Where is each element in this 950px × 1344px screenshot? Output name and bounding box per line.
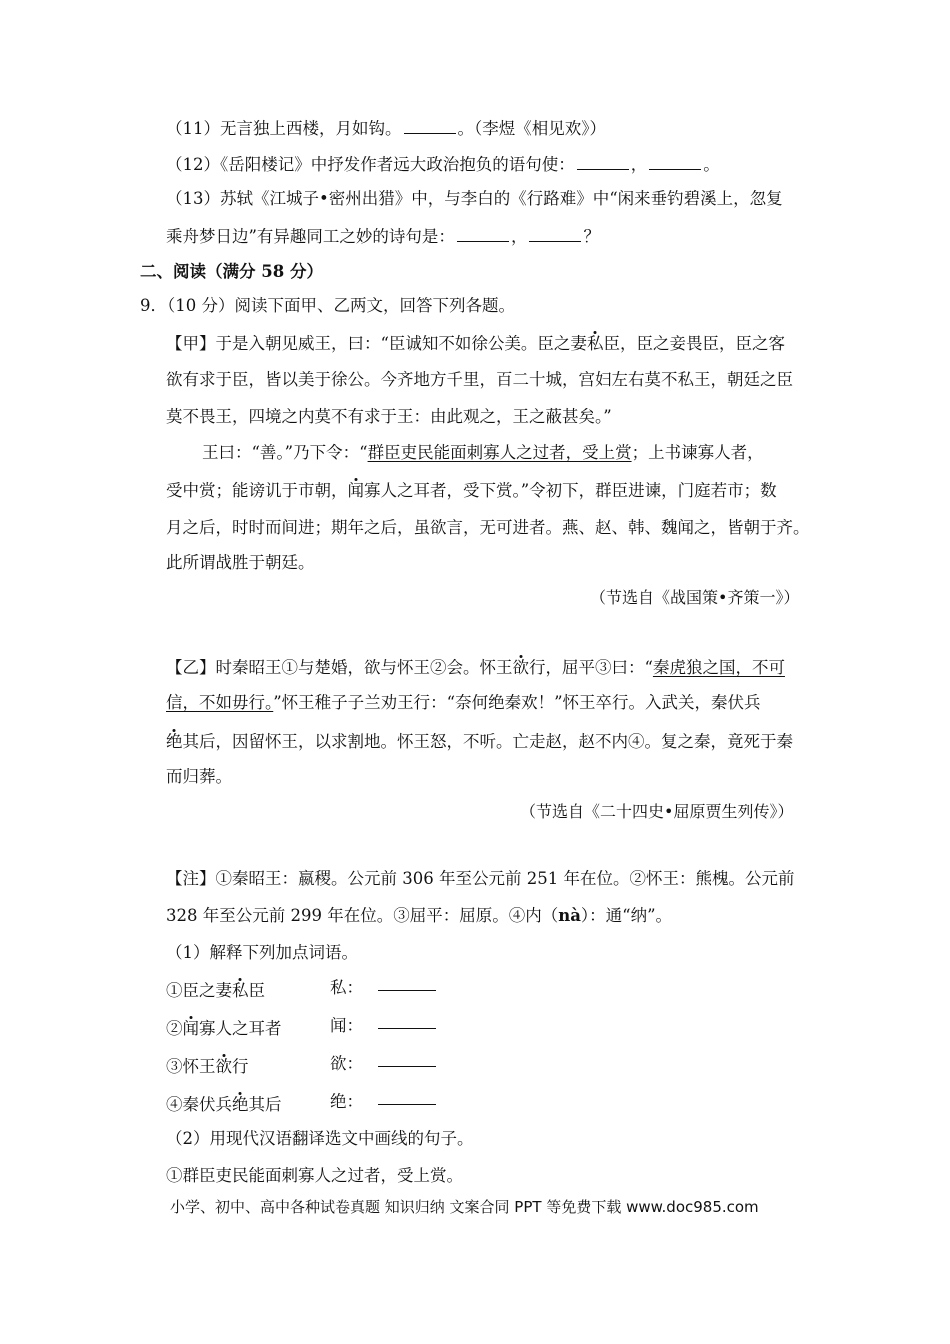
passage-jia-line-4: 王曰：“善。”乃下令：“群臣吏民能面刺寡人之过者，受上赏；上书谏寡人者，	[202, 443, 764, 462]
question-11: （11）无言独上西楼，月如钩。 。（李煜《相见欢》）	[166, 119, 606, 138]
answer-line[interactable]	[378, 1066, 436, 1067]
vocab-item-4: ④秦伏兵绝其后	[166, 1095, 282, 1114]
footer-banner: 小学、初中、高中各种试卷真题 知识归纳 文案合同 PPT 等免费下载 www.doc985.com	[170, 1198, 759, 1216]
passage-jia-line-5: 受中赏；能谤讥于市朝，闻寡人之耳者，受下赏。”令初下，群臣进谏，门庭若市；数	[166, 481, 777, 500]
vocab-item-1: ①臣之妻私臣	[166, 981, 265, 1000]
passage-jia-line-1: 【甲】于是入朝见威王，曰：“臣诚知不如徐公美。臣之妻私臣，臣之妾畏臣，臣之客	[166, 334, 785, 353]
vocab-item-2: ②闻寡人之耳者	[166, 1019, 282, 1038]
question-13-line-2: 乘舟梦日边”有异趣同工之妙的诗句是： ， ？	[166, 227, 600, 246]
sub-question-1-title: （1）解释下列加点词语。	[166, 943, 358, 962]
vocab-word-4: 绝：	[330, 1092, 363, 1111]
answer-line[interactable]	[378, 1028, 436, 1029]
underlined-sentence: 群臣吏民能面刺寡人之过者，受上赏	[367, 443, 632, 462]
vocab-item-3: ③怀王欲行	[166, 1057, 249, 1076]
vocab-word-1: 私：	[330, 978, 363, 997]
underlined-sentence: 信，不如毋行。	[166, 693, 274, 712]
answer-blank[interactable]	[529, 227, 581, 242]
passage-jia-line-7: 此所谓战胜于朝廷。	[166, 553, 315, 572]
answer-blank[interactable]	[649, 155, 701, 170]
answer-blank[interactable]	[404, 119, 456, 134]
dotted-word: 私	[586, 334, 604, 353]
passage-yi-line-4: 而归葬。	[166, 767, 232, 786]
vocab-word-2: 闻：	[330, 1016, 363, 1035]
question-9-head: 9．（10 分）阅读下面甲、乙两文，回答下列各题。	[140, 296, 515, 315]
passage-jia-line-3: 莫不畏王，四境之内莫不有求于王：由此观之，王之蔽甚矣。”	[166, 407, 612, 426]
passage-jia-line-6: 月之后，时时而间进；期年之后，虽欲言，无可进者。燕、赵、韩、魏闻之，皆朝于齐。	[166, 518, 810, 537]
passage-yi-line-1: 【乙】时秦昭王①与楚婚，欲与怀王②会。怀王欲行，屈平③曰：“秦虎狼之国，不可	[166, 658, 785, 677]
passage-yi-source: （节选自《二十四史•屈原贾生列传》）	[520, 802, 794, 821]
answer-line[interactable]	[378, 1104, 436, 1105]
question-13-line-1: （13）苏轼《江城子•密州出猎》中，与李白的《行路难》中“闲来垂钓碧溪上，忽复	[166, 189, 783, 208]
section-2-title: 二、阅读（满分 58 分）	[140, 262, 323, 281]
dotted-word: 欲	[512, 658, 529, 677]
passage-yi-line-2: 信，不如毋行。”怀王稚子子兰劝王行：“奈何绝秦欢！”怀王卒行。入武关，秦伏兵	[166, 693, 761, 712]
dotted-word: 欲	[215, 1057, 232, 1076]
note-line-2: 328 年至公元前 299 年在位。③屈平：屈原。④内（nà）：通“纳”。	[166, 906, 673, 925]
vocab-word-3: 欲：	[330, 1054, 363, 1073]
passage-yi-line-3: 绝其后，因留怀王，以求割地。怀王怒，不听。亡走赵，赵不内④。复之秦，竟死于秦	[166, 732, 793, 751]
dotted-word: 绝	[232, 1095, 249, 1114]
dotted-word: 私	[232, 981, 249, 1000]
dotted-word: 闻	[347, 481, 364, 500]
question-12: （12）《岳阳楼记》中抒发作者远大政治抱负的语句使： ， 。	[166, 155, 720, 174]
answer-line[interactable]	[378, 990, 436, 991]
dotted-word: 闻	[182, 1019, 199, 1038]
underlined-sentence: 秦虎狼之国，不可	[652, 658, 785, 677]
answer-blank[interactable]	[457, 227, 509, 242]
translation-item-1: ①群臣吏民能面刺寡人之过者，受上赏。	[166, 1166, 463, 1185]
sub-question-2-title: （2）用现代汉语翻译选文中画线的句子。	[166, 1129, 474, 1148]
dotted-word: 绝	[166, 732, 183, 751]
passage-jia-source: （节选自《战国策•齐策一》）	[590, 588, 800, 607]
answer-blank[interactable]	[577, 155, 629, 170]
passage-jia-line-2: 欲有求于臣，皆以美于徐公。今齐地方千里，百二十城，宫妇左右莫不私王，朝廷之臣	[166, 370, 793, 389]
note-line-1: 【注】①秦昭王：嬴稷。公元前 306 年至公元前 251 年在位。②怀王：熊槐。公元前	[166, 869, 795, 888]
